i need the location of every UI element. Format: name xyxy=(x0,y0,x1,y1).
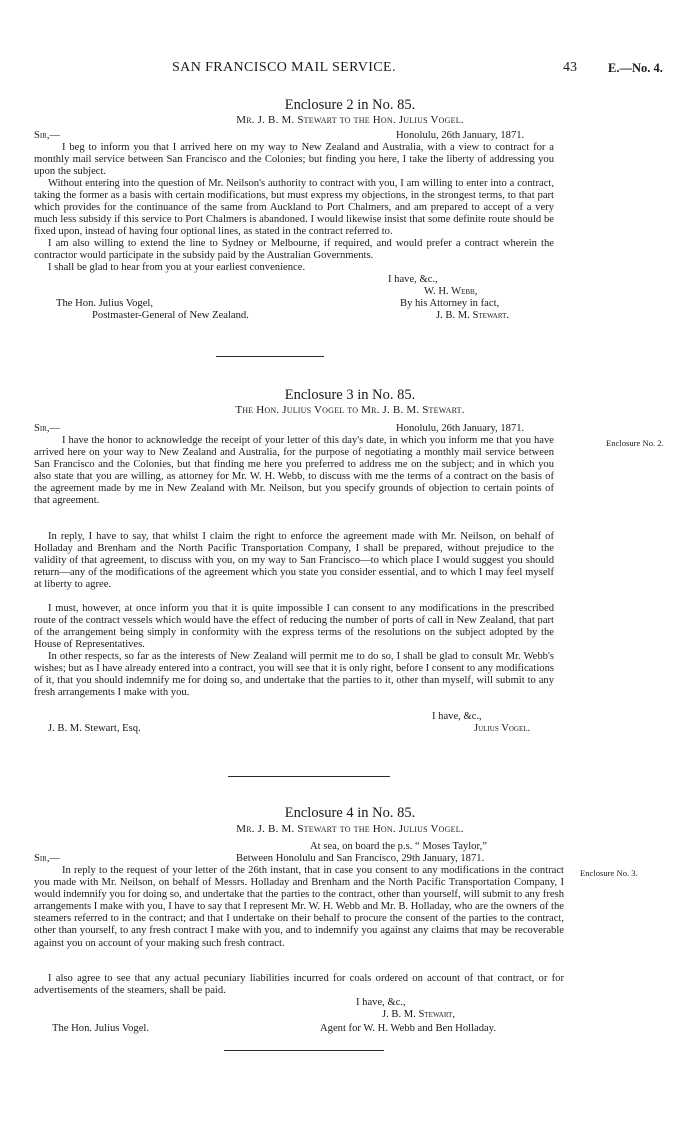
enclosure-4-location-line-1: At sea, on board the p.s. “ Moses Taylor,” xyxy=(310,841,487,852)
enclosure-2-signature-line-2: By his Attorney in fact, xyxy=(400,298,500,309)
enclosure-2-subtitle xyxy=(0,114,700,127)
enclosure-2-paragraph-2: Without entering into the question of Mr. Neilson's authority to contract with you, I am willing to enter into a contract, taking the former as a basis with certain modifications, but must express my objections, in the strongest terms, to that part which provides for the continuance of the same from Auckland to Port Chalmers, and am prepared to accept of a very much less subsidy if this service to Port Chalmers is abandoned. I would likewise insist that some definite route should be fixed upon, instead of having four optional lines, as stated in the contract referred to. xyxy=(34,178,554,238)
enclosure-3-paragraph-3: I must, however, at once inform you that it is quite impossible I can consent to any modifications in the prescribed route of the contract vessels which would have the effect of reducing the number of ports of call in New Zealand, that part of the arrangement being simply in conformity with the express terms of the resolutions on the subject adopted by the House of Representatives. xyxy=(34,603,554,651)
enclosure-3-paragraph-2: In reply, I have to say, that whilst I claim the right to enforce the agreement made with Mr. Neilson, on behalf of Holladay and Brenham and the North Pacific Transportation Company, I shall be prepared, without prejudice to the validity of that agreement, to discuss with you, on my way to San Francisco—to which place I would suggest you should return—any of the modifications of the agreement which you state you consider essential, and to which I may feel myself at liberty to agree. xyxy=(34,531,554,591)
enclosure-2-salutation: Sir,— xyxy=(34,130,61,141)
enclosure-4-signature: J. B. M. Stewart, xyxy=(382,1009,456,1020)
enclosure-3-addressee: J. B. M. Stewart, Esq. xyxy=(48,723,141,734)
document-reference: E.—No. 4. xyxy=(608,61,663,75)
enclosure-4-subtitle xyxy=(0,823,700,836)
enclosure-3-margin-note: Enclosure No. 2. xyxy=(606,438,664,448)
enclosure-3-paragraph-1: I have the honor to acknowledge the receipt of your letter of this day's date, in which you inform me that you have arrived here on your way to New Zealand and Australia, for the purpose of negotiating a monthly mail service between San Francisco and the Colonies, but that finding me here you preferred to address me on the subject; and in which you also state that you are willing, as attorney for Mr. W. H. Webb, to discuss with me the terms of a contract on the basis of the agreement made by me in New Zealand with Mr. Neilson, but you specify grounds of objection to certain points of that agreement. xyxy=(34,435,554,507)
enclosure-4-paragraph-1: In reply to the request of your letter of the 26th instant, that in case you consent to any modifications in the contract you made with Mr. Neilson, on behalf of Messrs. Holladay and Brenham and the North Pacific Transportation Company, I would indemnify you for doing so, and undertake that the parties to the contract, other than yourself, will submit to any fresh arrangements I make with you, I have to say that I represent Mr. W. H. Webb and Mr. B. Holladay, who are the owners of the steamers referred to in the contract; and that I undertake on their behalf to procure the consent of the parties to the contract, other than yourself, to any fresh contract I make with you, and to indemnify you against any claims that may be recoverable against you on account of your making such fresh contract. xyxy=(34,865,564,949)
enclosure-4-location-line-2: Between Honolulu and San Francisco, 29th January, 1871. xyxy=(236,853,485,864)
header-title: SAN FRANCISCO MAIL SERVICE. xyxy=(172,60,396,75)
enclosure-3-subtitle xyxy=(0,404,700,417)
enclosure-3-subtitle-text: The Hon. Julius Vogel to Mr. J. B. M. Stewart. xyxy=(235,404,465,416)
enclosure-4-paragraph-2: I also agree to see that any actual pecuniary liabilities incurred for coals ordered on account of that contract, or for advertisements of the steamers, shall be paid. xyxy=(34,973,564,997)
section-divider-3 xyxy=(224,1050,384,1051)
enclosure-2-signature: W. H. Webb, xyxy=(424,286,478,297)
page-number: 43 xyxy=(563,60,577,75)
enclosure-3-dateline: Honolulu, 26th January, 1871. xyxy=(396,423,525,434)
enclosure-4-addressee: The Hon. Julius Vogel. xyxy=(52,1023,150,1034)
enclosure-2-subtitle-text: Mr. J. B. M. Stewart to the Hon. Julius Vogel. xyxy=(236,114,464,126)
enclosure-4-closing: I have, &c., xyxy=(356,997,406,1008)
enclosure-2-title: Enclosure 2 in No. 85. xyxy=(284,97,416,113)
enclosure-2-addressee: The Hon. Julius Vogel, xyxy=(56,298,154,309)
enclosure-3-paragraph-4: In other respects, so far as the interests of New Zealand will permit me to do so, I shall be glad to consult Mr. Webb's wishes; but as I have already entered into a contract, you will see that it is only right, before I consent to any modifications of it, that you should indemnify me for doing so, and undertake that the parties to it, other than myself, will submit to any fresh arrangements I make with you. xyxy=(34,651,554,699)
enclosure-2-paragraph-1: I beg to inform you that I arrived here on my way to New Zealand and Australia, with a view to contract for a monthly mail service between San Francisco and the Colonies; but finding you here, I take the liberty of addressing you upon the subject. xyxy=(34,142,554,178)
section-divider-2 xyxy=(228,776,390,777)
enclosure-3-closing: I have, &c., xyxy=(432,711,482,722)
enclosure-2-addressee-line-2: Postmaster-General of New Zealand. xyxy=(92,310,249,321)
enclosure-4-signature-line-2: Agent for W. H. Webb and Ben Holladay. xyxy=(320,1023,496,1034)
enclosure-2-dateline: Honolulu, 26th January, 1871. xyxy=(396,130,525,141)
enclosure-4-salutation: Sir,— xyxy=(34,853,61,864)
enclosure-3-salutation: Sir,— xyxy=(34,423,61,434)
enclosure-3-title: Enclosure 3 in No. 85. xyxy=(284,387,416,403)
enclosure-2-signature-line-3: J. B. M. Stewart. xyxy=(436,310,510,321)
enclosure-2-paragraph-4: I shall be glad to hear from you at your earliest convenience. xyxy=(48,262,306,273)
enclosure-4-margin-note: Enclosure No. 3. xyxy=(580,868,638,878)
enclosure-4-title: Enclosure 4 in No. 85. xyxy=(284,805,416,821)
enclosure-3-signature: Julius Vogel. xyxy=(474,723,531,734)
enclosure-2-closing: I have, &c., xyxy=(388,274,438,285)
enclosure-4-subtitle-text: Mr. J. B. M. Stewart to the Hon. Julius Vogel. xyxy=(236,823,464,835)
enclosure-2-paragraph-3: I am also willing to extend the line to Sydney or Melbourne, if required, and would prefer a contract wherein the contractor would participate in the subsidy paid by the Australian Governments. xyxy=(34,238,554,262)
running-header xyxy=(0,62,700,78)
section-divider-1 xyxy=(216,356,324,357)
